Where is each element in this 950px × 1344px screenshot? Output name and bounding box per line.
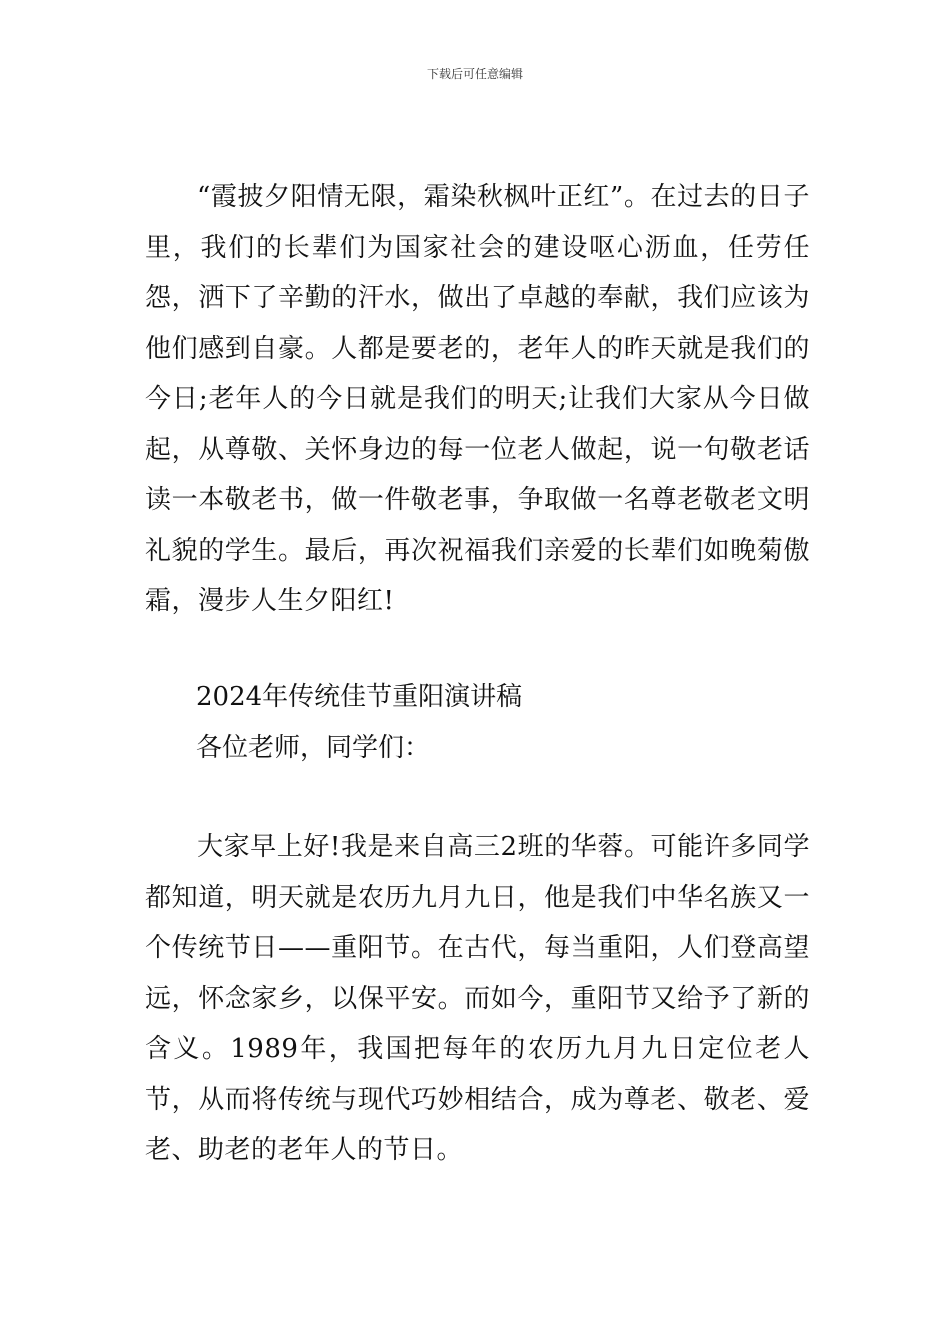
speech-title: 2024年传统佳节重阳演讲稿 bbox=[196, 682, 523, 712]
body-paragraph-2: 大家早上好!我是来自高三2班的华蓉。可能许多同学都知道，明天就是农历九月九日，他是我们中华名族又一个传统节日——重阳节。在古代，每当重阳，人们登高望远，怀念家乡，以保平安。而如今，重阳节又给予了新的含义。1989年，我国把每年的农历九月九日定位老人节，从而将传统与现代巧妙相结合，成为尊老、敬老、爱老、助老的老年人的节日。 bbox=[145, 832, 810, 1165]
body-paragraph-2-container bbox=[145, 822, 810, 1176]
speech-greeting: 各位老师，同学们： bbox=[196, 733, 431, 763]
body-paragraph-1-container bbox=[145, 172, 810, 627]
page-header-note: 下载后可任意编辑 bbox=[426, 67, 523, 81]
body-paragraph-1: “霞披夕阳情无限，霜染秋枫叶正红”。在过去的日子里，我们的长辈们为国家社会的建设呕心沥血，任劳任怨，洒下了辛勤的汗水，做出了卓越的奉献，我们应该为他们感到自豪。人都是要老的，老年人的昨天就是我们的今日;老年人的今日就是我们的明天;让我们大家从今日做起，从尊敬、关怀身边的每一位老人做起，说一句敬老话读一本敬老书，做一件敬老事，争取做一名尊老敬老文明礼貌的学生。最后，再次祝福我们亲爱的长辈们如晚菊傲霜，漫步人生夕阳红! bbox=[145, 182, 810, 616]
